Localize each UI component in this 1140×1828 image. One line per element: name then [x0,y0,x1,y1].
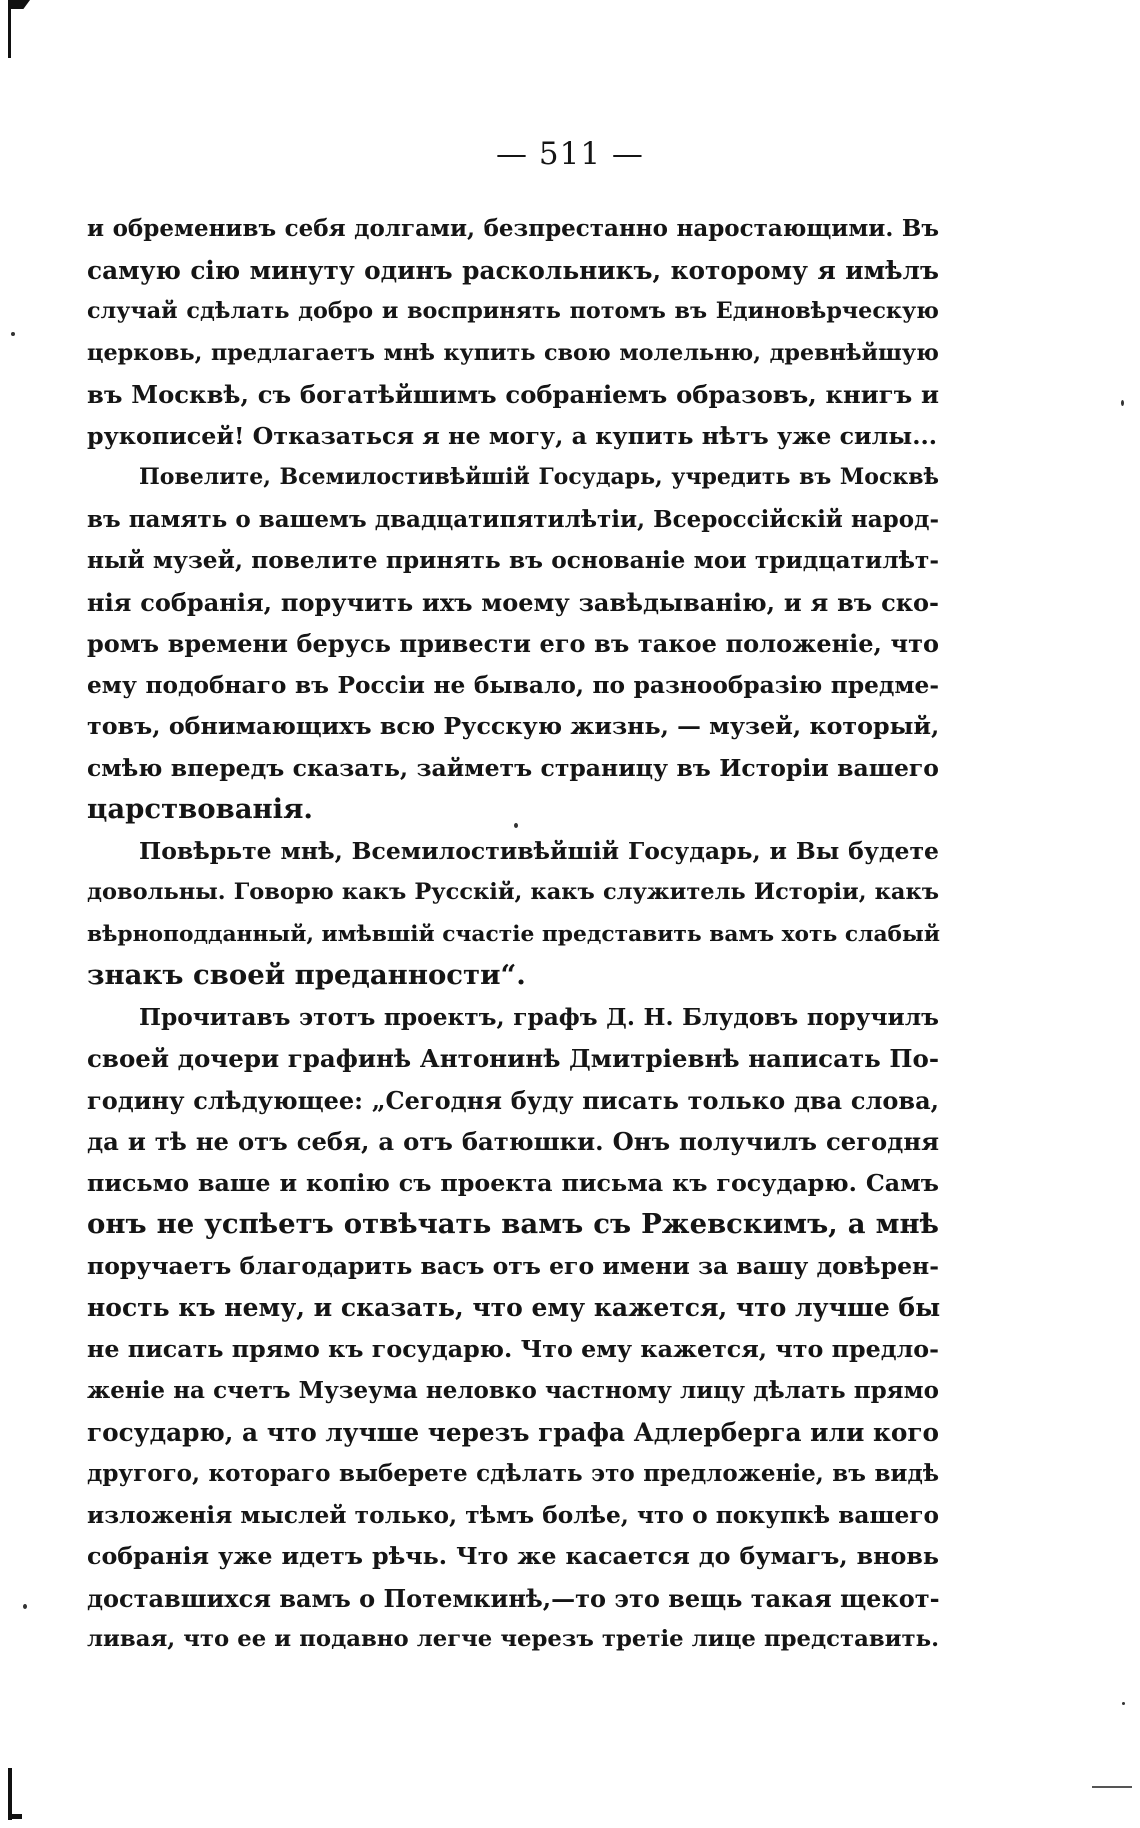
text-line: годину слѣдующее: „Сегодня буду писать только два слова, [87,1085,939,1115]
scan-speck [1121,400,1124,406]
text-line: въ Москвѣ, съ богатѣйшимъ собраніемъ образовъ, книгъ и [87,380,939,409]
text-line: другого, котораго выберете сдѣлать это предложеніе, въ видѣ [87,1460,939,1487]
text-line: поручаетъ благодарить васъ отъ его имени за вашу довѣрен- [87,1251,939,1280]
text-line: женіе на счетъ Музеума неловко частному лицу дѣлать прямо [87,1377,939,1404]
text-line: вѣрноподданный, имѣвшій счастіе представить вамъ хоть слабый [87,921,940,947]
scan-speck [11,332,15,336]
text-line: рукописей! Отказаться я не могу, а купить нѣтъ уже силы... [87,421,938,450]
scan-edge-mark [1092,1786,1132,1788]
text-line: собранія уже идетъ рѣчь. Что же касается до бумагъ, вновь [87,1542,939,1570]
text-line: государю, а что лучше черезъ графа Адлерберга или кого [87,1417,939,1447]
scan-corner-mark-bottom [4,1768,34,1824]
text-line: смѣю впередъ сказать, займетъ страницу въ Исторіи вашего [87,753,939,782]
text-line: изложенія мыслей только, тѣмъ болѣе, что о покупкѣ вашего [87,1501,939,1529]
text-line: случай сдѣлать добро и воспринять потомъ въ Единовѣрческую [87,298,939,324]
text-line: доставшихся вамъ о Потемкинѣ,—то это вещь такая щекот- [87,1583,940,1613]
text-line: онъ не успѣетъ отвѣчать вамъ съ Ржевскимъ, а мнѣ [87,1208,939,1240]
text-line: ливая, что ее и подавно легче черезъ третіе лице представить. [87,1626,939,1652]
text-line: знакъ своей преданности“. [87,959,526,991]
scan-speck [23,1604,27,1609]
text-line: церковь, предлагаетъ мнѣ купить свою молельню, древнѣйшую [87,339,939,366]
text-line: довольны. Говорю какъ Русскій, какъ служитель Исторіи, какъ [87,879,939,905]
body-text [87,208,939,1661]
text-line: товъ, обнимающихъ всю Русскую жизнь, — музей, который, [87,712,940,740]
text-line: царствованія. [87,793,313,825]
text-line: ный музей, повелите принять въ основаніе мои тридцатилѣт- [87,547,939,574]
text-line: и обременивъ себя долгами, безпрестанно наростающими. Въ [87,215,939,242]
scan-speck [1122,1702,1125,1705]
text-line: Повелите, Всемилостивѣйшій Государь, учредить въ Москвѣ [139,464,939,490]
text-line: нія собранія, поручить ихъ моему завѣдыванію, и я въ ско- [87,587,939,617]
text-line: Повѣрьте мнѣ, Всемилостивѣйшій Государь, и Вы будете [139,836,939,865]
text-line: да и тѣ не отъ себя, а отъ батюшки. Онъ получилъ сегодня [87,1127,939,1156]
text-line: своей дочери графинѣ Антонинѣ Дмитріевнѣ написать По- [87,1044,939,1073]
text-line: въ память о вашемъ двадцатипятилѣтіи, Всероссійскій народ- [87,505,939,533]
text-line: ему подобнаго въ Россіи не бывало, по разнообразію предме- [87,671,939,699]
text-line: самую сію минуту одинъ раскольникъ, которому я имѣлъ [87,255,939,285]
text-line: Прочитавъ этотъ проектъ, графъ Д. Н. Блудовъ поручилъ [139,1003,939,1031]
page-number: — 511 — [496,136,644,172]
text-line: ромъ времени берусь привести его въ такое положеніе, что [87,629,939,658]
text-line: не писать прямо къ государю. Что ему кажется, что предло- [87,1334,939,1363]
text-line: ность къ нему, и сказать, что ему кажется, что лучше бы [87,1293,941,1322]
text-line: письмо ваше и копію съ проекта письма къ государю. Самъ [87,1168,939,1197]
scan-corner-mark-top [4,0,34,60]
